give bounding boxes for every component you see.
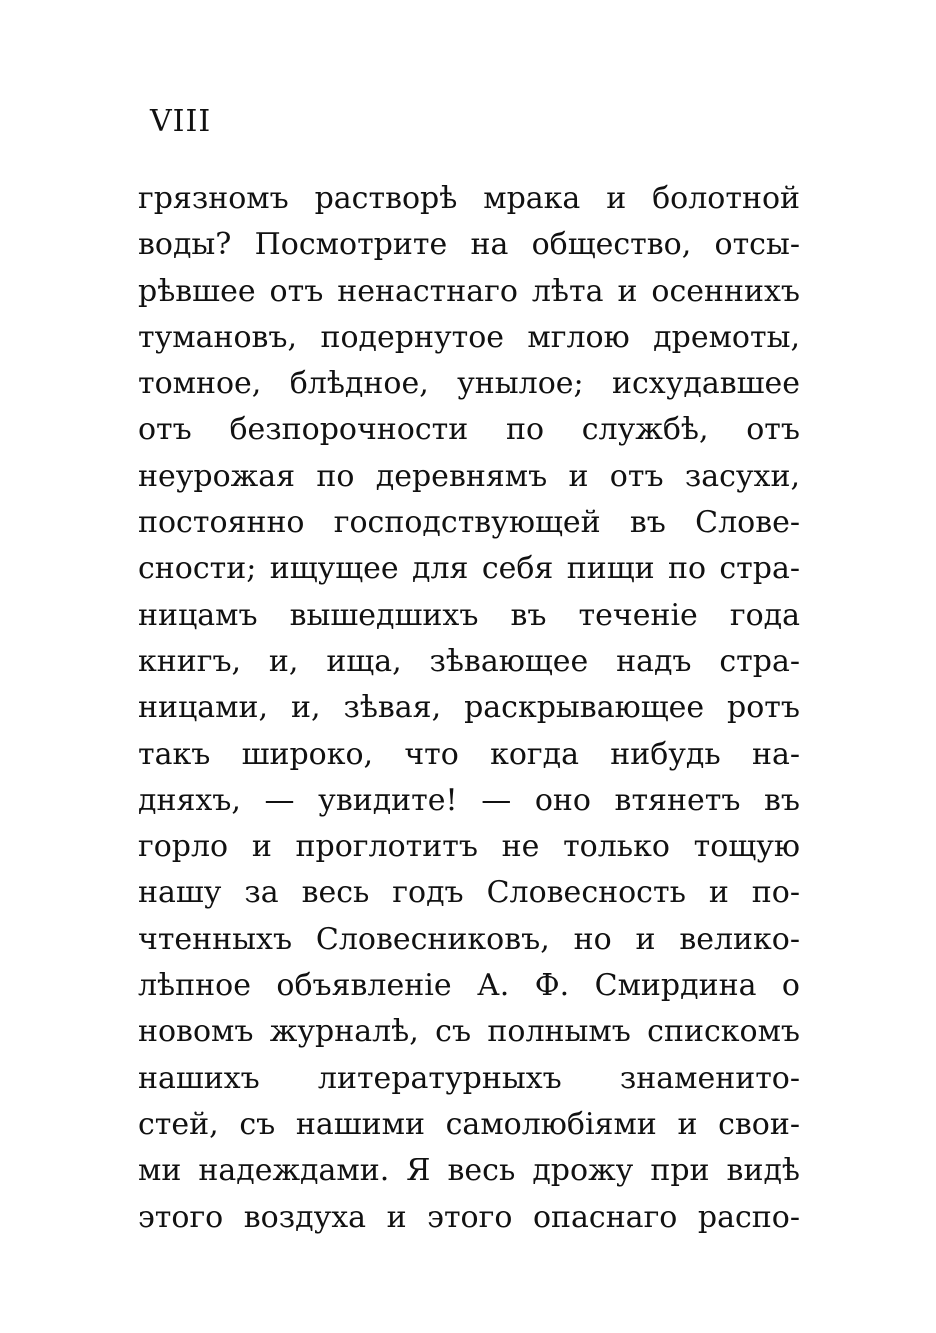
text-line: рѣвшее отъ ненастнаго лѣта и осеннихъ: [138, 273, 800, 309]
text-line: этого воздуха и этого опаснаго распо-: [138, 1199, 800, 1235]
text-line: томное, блѣдное, унылое; исхудавшее: [138, 366, 800, 402]
text-line: грязномъ растворѣ мрака и болотной: [138, 181, 800, 216]
text-line: неурожая по деревнямъ и отъ засухи,: [138, 458, 800, 494]
text-line: ницами, и, зѣвая, раскрывающее ротъ: [138, 690, 800, 726]
text-line: нашу за весь годъ Словесность и по-: [138, 875, 800, 911]
text-line: дняхъ, — увидите! — оно втянетъ въ: [138, 782, 800, 818]
text-line: отъ безпорочности по службѣ, отъ: [138, 412, 800, 448]
text-line: тумановъ, подернутое мглою дремоты,: [138, 319, 800, 355]
text-line: новомъ журналѣ, съ полнымъ спискомъ: [138, 1014, 800, 1050]
text-line: воды? Посмотрите на общество, отсы-: [138, 227, 800, 263]
page-number: VIII: [150, 104, 212, 139]
text-line: такъ широко, что когда нибудь на-: [138, 736, 800, 772]
text-line: постоянно господствующей въ Слове-: [138, 505, 800, 541]
text-line: нашихъ литературныхъ знаменито-: [138, 1060, 800, 1096]
body-text: [138, 176, 800, 1241]
text-line: горло и проглотитъ не только тощую: [138, 829, 800, 865]
text-line: чтенныхъ Словесниковъ, но и велико-: [138, 921, 800, 957]
text-line: сности; ищущее для себя пищи по стра-: [138, 551, 800, 587]
text-line: лѣпное объявленіе А. Ф. Смирдина о: [138, 968, 800, 1004]
text-line: стей, съ нашими самолюбіями и свои-: [138, 1106, 800, 1142]
text-line: ми надеждами. Я весь дрожу при видѣ: [138, 1153, 800, 1189]
text-line: книгъ, и, ища, зѣвающее надъ стра-: [138, 643, 800, 679]
text-line: ницамъ вышедшихъ въ теченіе года: [138, 597, 800, 633]
